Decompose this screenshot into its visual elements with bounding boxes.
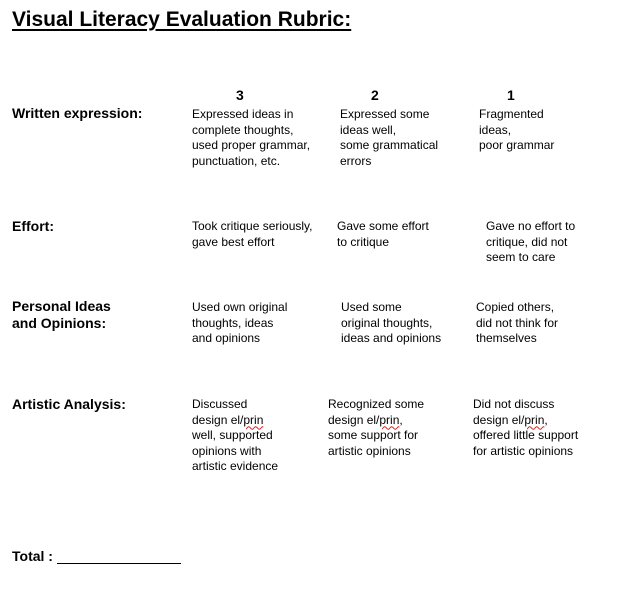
spellcheck-underline: prin <box>243 412 264 427</box>
cell-effort-3: Took critique seriously, gave best effort <box>192 219 313 249</box>
total-blank-line[interactable] <box>57 563 181 564</box>
cell-written-expression-3: Expressed ideas in complete thoughts, used proper grammar, punctuation, etc. <box>192 107 311 168</box>
criterion-personal-ideas: Personal Ideas and Opinions: <box>12 298 111 331</box>
criterion-effort: Effort: <box>12 218 54 234</box>
cell-written-expression-1: Fragmented ideas, poor grammar <box>479 107 555 152</box>
cell-artistic-analysis-1: Did not discuss design el/prin, offered little support for artistic opinions <box>473 397 579 458</box>
spellcheck-underline: prin <box>379 412 400 427</box>
cell-personal-ideas-3: Used own original thoughts, ideas and opinions <box>192 300 288 345</box>
score-header-3: 3 <box>236 87 244 103</box>
criterion-written-expression: Written expression: <box>12 105 143 121</box>
spellcheck-underline: prin <box>524 412 545 427</box>
cell-artistic-analysis-3: Discussed design el/prin well, supported opinions with artistic evidence <box>192 397 279 473</box>
total-field <box>12 548 181 564</box>
cell-written-expression-2: Expressed some ideas well, some grammatical errors <box>340 107 439 168</box>
criterion-artistic-analysis: Artistic Analysis: <box>12 396 126 412</box>
cell-personal-ideas-1: Copied others, did not think for themselves <box>476 300 559 345</box>
cell-effort-1: Gave no effort to critique, did not seem to care <box>486 219 576 264</box>
total-label: Total : <box>12 548 53 564</box>
cell-effort-2: Gave some effort to critique <box>337 219 429 249</box>
page-title: Visual Literacy Evaluation Rubric: <box>12 8 352 31</box>
cell-personal-ideas-2: Used some original thoughts, ideas and opinions <box>341 300 442 345</box>
cell-artistic-analysis-2: Recognized some design el/prin, some support for artistic opinions <box>328 397 425 458</box>
score-header-2: 2 <box>371 87 379 103</box>
score-header-1: 1 <box>507 87 515 103</box>
